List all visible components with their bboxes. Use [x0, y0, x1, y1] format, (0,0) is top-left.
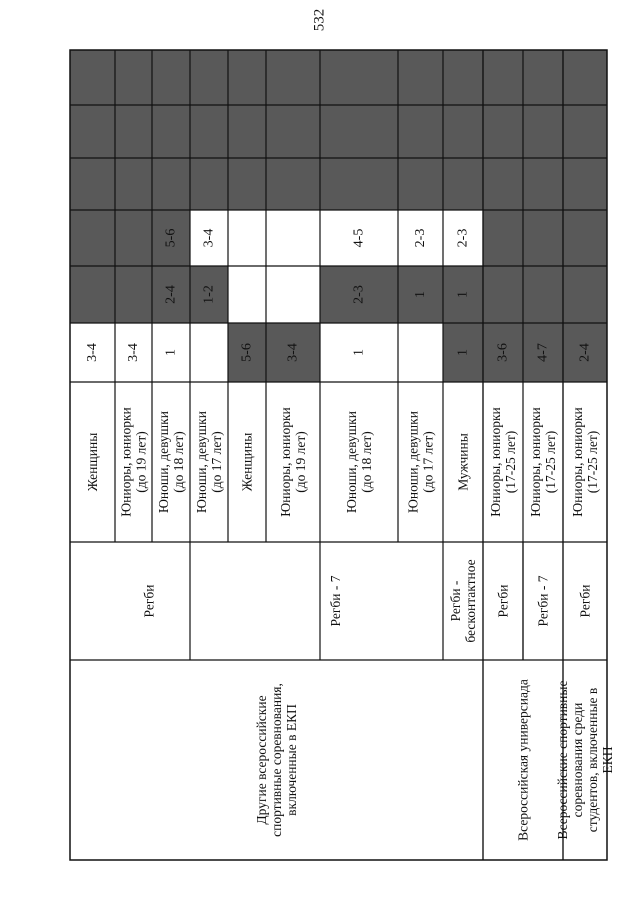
group-label [156, 411, 186, 513]
group-label [570, 407, 600, 516]
white-cell [228, 266, 320, 323]
group-label [278, 407, 308, 516]
cell-text-line: ЕКП [600, 746, 615, 774]
cell-text-line: 4-5 [351, 228, 367, 248]
cell-text-line: Мужчины [455, 433, 471, 491]
event-label [555, 681, 615, 840]
cell-text-line: Регби [141, 584, 157, 618]
cell-text-line: (до 17 лет) [209, 431, 224, 493]
cell-text-line: бесконтактное [463, 559, 478, 643]
cell-text-line: (до 18 лет) [359, 431, 374, 493]
place-value [536, 343, 551, 362]
place-value [164, 229, 179, 248]
place-value [352, 349, 367, 356]
place-value [456, 229, 471, 248]
cell-text-line: 1 [351, 349, 367, 356]
cell-text-line: Юниоры, юниорки [278, 407, 293, 517]
cell-text-line: Регби - [448, 580, 463, 622]
place-value [202, 285, 217, 304]
place-value [413, 291, 428, 298]
cell-text-line: Юноши, девушки [405, 411, 421, 513]
cell-text-line: 1-2 [201, 285, 217, 304]
place-value [286, 343, 301, 362]
place-value [456, 349, 471, 356]
group-label [240, 433, 255, 492]
place-value [202, 229, 217, 248]
cell-text-line: Регби [577, 584, 593, 618]
cell-text-line: 5-6 [163, 228, 179, 248]
place-value [456, 291, 471, 298]
place-value [496, 343, 511, 362]
group-label [456, 433, 471, 491]
shaded-block [70, 50, 607, 210]
cell-text-line: Регби - 7 [328, 575, 343, 627]
place-value [85, 343, 100, 362]
cell-text-line: 3-4 [85, 343, 100, 362]
cell-text-line: Женщины [239, 432, 255, 492]
cell-text-line: 2-3 [413, 228, 428, 248]
cell-text-line: Регби - 7 [535, 575, 551, 627]
discipline-label [578, 585, 593, 618]
cell-text-line: студентов, включенные в [585, 687, 600, 833]
place-value [578, 343, 593, 362]
cell-text-line: Юниоры, юниорки [118, 407, 134, 517]
cell-text-line: Другие всероссийские [254, 695, 269, 825]
place-value [352, 285, 367, 304]
cell-text-line: Юноши, девушки [344, 411, 359, 513]
group-label [344, 411, 374, 513]
discipline-label [328, 575, 343, 626]
event-label [516, 679, 531, 841]
group-label [406, 411, 436, 513]
discipline-label [496, 585, 511, 618]
cell-text-line: Всероссийские спортивные [555, 680, 570, 840]
cell-text-line: Юниоры, юниорки [570, 407, 585, 517]
cell-text-line: 2-4 [577, 343, 593, 362]
event-label [254, 683, 299, 837]
cell-text-line: (до 19 лет) [293, 431, 308, 493]
cell-text-line: 3-6 [495, 343, 511, 362]
cell-text-line: 1 [455, 349, 471, 356]
group-label [194, 411, 224, 513]
cell-text-line: включенные в ЕКП [284, 704, 299, 816]
cell-text-line: 2-3 [351, 285, 367, 304]
cell-text-line: Женщины [85, 432, 100, 492]
cell-text-line: Регби [495, 584, 511, 618]
cell-text-line: 1 [413, 291, 428, 298]
group-label [528, 407, 558, 516]
cell-text-line: 1 [455, 291, 471, 298]
cell-text-line: 5-6 [239, 343, 255, 362]
place-value [126, 343, 141, 362]
cell-text-line: 3-4 [126, 343, 141, 362]
cell-text-line: (17-25 лет) [543, 430, 558, 494]
cell-text-line: спортивные соревнования, [269, 683, 284, 837]
place-value [240, 343, 255, 362]
cell-text-line: Юноши, девушки [156, 411, 171, 513]
cell-text-line: (до 19 лет) [133, 431, 149, 493]
cell-text-line: соревнования среди [570, 702, 585, 818]
cell-text-line: 3-4 [285, 343, 301, 362]
discipline-label [448, 559, 478, 642]
place-value [352, 229, 367, 248]
cell-text-line: (17-25 лет) [503, 430, 518, 494]
cell-text-line: 3-4 [201, 228, 217, 248]
cell-text-line: 4-7 [535, 343, 551, 362]
discipline-label [142, 585, 157, 618]
group-label [488, 407, 518, 516]
cell-text-line: (до 17 лет) [420, 431, 436, 493]
cell-text-line: Всероссийская универсиада [515, 679, 531, 841]
cell-text-line: Юниоры, юниорки [528, 407, 543, 517]
cell-text-line: 2-4 [163, 285, 179, 304]
cell-text-line: Юноши, девушки [194, 411, 209, 513]
place-value [164, 285, 179, 304]
cell-text-line: (до 18 лет) [171, 431, 186, 493]
group-label [119, 407, 149, 516]
place-value [413, 229, 428, 248]
group-label [85, 433, 100, 492]
discipline-label [536, 575, 551, 626]
cell-text-line: 2-3 [455, 228, 471, 248]
page-number: 532 [311, 8, 328, 32]
cell-text-line: (17-25 лет) [585, 430, 600, 494]
cell-text-line: Юниоры, юниорки [488, 407, 503, 517]
cell-text-line: 1 [163, 349, 179, 356]
place-value [164, 349, 179, 356]
